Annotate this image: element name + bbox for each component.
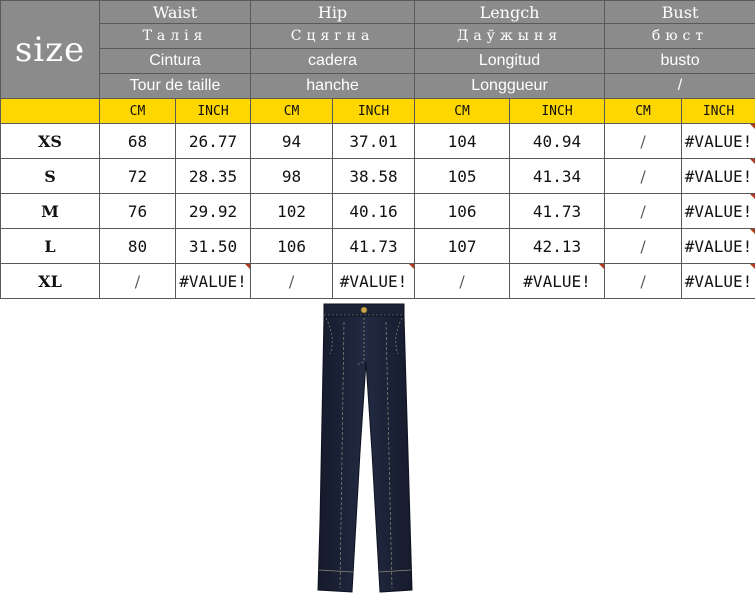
header-hip-en: Hip [251,1,415,24]
header-hip-es: cadera [251,49,415,74]
measurement-cell: 80 [100,229,176,264]
unit-inch: INCH [682,99,755,124]
measurement-cell: 41.34 [510,159,605,194]
measurement-cell: / [605,124,682,159]
measurement-cell: 106 [251,229,333,264]
unit-row [1,99,755,124]
error-cell: #VALUE! [682,229,755,264]
unit-cm: CM [415,99,510,124]
header-length-fr: Longgueur [415,74,605,99]
measurement-cell: 40.94 [510,124,605,159]
measurement-cell: / [605,194,682,229]
measurement-cell: / [605,159,682,194]
unit-cm: CM [605,99,682,124]
unit-cm: CM [251,99,333,124]
header-hip-fr: hanche [251,74,415,99]
unit-inch: INCH [510,99,605,124]
table-row [1,194,755,229]
size-label-cell: L [1,229,100,264]
measurement-cell: 107 [415,229,510,264]
table-row [1,159,755,194]
measurement-cell: 41.73 [333,229,415,264]
measurement-cell: 26.77 [176,124,251,159]
measurement-cell: 40.16 [333,194,415,229]
header-length-es: Longitud [415,49,605,74]
header-row-belarusian [1,24,755,49]
measurement-cell: 29.92 [176,194,251,229]
measurement-cell: 31.50 [176,229,251,264]
table-row [1,124,755,159]
measurement-cell: 105 [415,159,510,194]
measurement-cell: 76 [100,194,176,229]
header-bust-fr: / [605,74,755,99]
size-rows [1,124,755,299]
size-chart-table [0,0,755,299]
error-cell: #VALUE! [682,194,755,229]
size-label-cell: XL [1,264,100,299]
header-length-en: Lengch [415,1,605,24]
error-cell: #VALUE! [333,264,415,299]
header-row-spanish [1,49,755,74]
measurement-cell: 38.58 [333,159,415,194]
measurement-cell: 94 [251,124,333,159]
error-cell: #VALUE! [682,159,755,194]
measurement-cell: 37.01 [333,124,415,159]
size-label-cell: XS [1,124,100,159]
measurement-cell: 42.13 [510,229,605,264]
header-waist-es: Cintura [100,49,251,74]
measurement-cell: 98 [251,159,333,194]
size-label-cell: M [1,194,100,229]
error-cell: #VALUE! [510,264,605,299]
table-row [1,229,755,264]
measurement-cell: 68 [100,124,176,159]
measurement-cell: 102 [251,194,333,229]
unit-cm: CM [100,99,176,124]
header-bust-be: бюст [605,24,755,49]
header-bust-en: Bust [605,1,755,24]
measurement-cell: / [605,264,682,299]
measurement-cell: 72 [100,159,176,194]
error-cell: #VALUE! [682,264,755,299]
error-cell: #VALUE! [682,124,755,159]
unit-inch: INCH [176,99,251,124]
measurement-cell: 106 [415,194,510,229]
unit-inch: INCH [333,99,415,124]
measurement-cell: / [100,264,176,299]
measurement-cell: 28.35 [176,159,251,194]
header-hip-be: Сцягна [251,24,415,49]
header-bust-es: busto [605,49,755,74]
header-row-french [1,74,755,99]
measurement-cell: 104 [415,124,510,159]
header-waist-en: Waist [100,1,251,24]
header-waist-be: Талія [100,24,251,49]
header-row-english [1,1,755,24]
size-label-cell: S [1,159,100,194]
measurement-cell: / [605,229,682,264]
header-waist-fr: Tour de taille [100,74,251,99]
measurement-cell: / [251,264,333,299]
error-cell: #VALUE! [176,264,251,299]
size-header: size [1,1,100,99]
measurement-cell: 41.73 [510,194,605,229]
measurement-cell: / [415,264,510,299]
unit-spacer [1,99,100,124]
table-row [1,264,755,299]
dark-jeans-trousers-icon [300,302,430,594]
header-length-be: Даўжыня [415,24,605,49]
product-image-pants [300,302,430,594]
